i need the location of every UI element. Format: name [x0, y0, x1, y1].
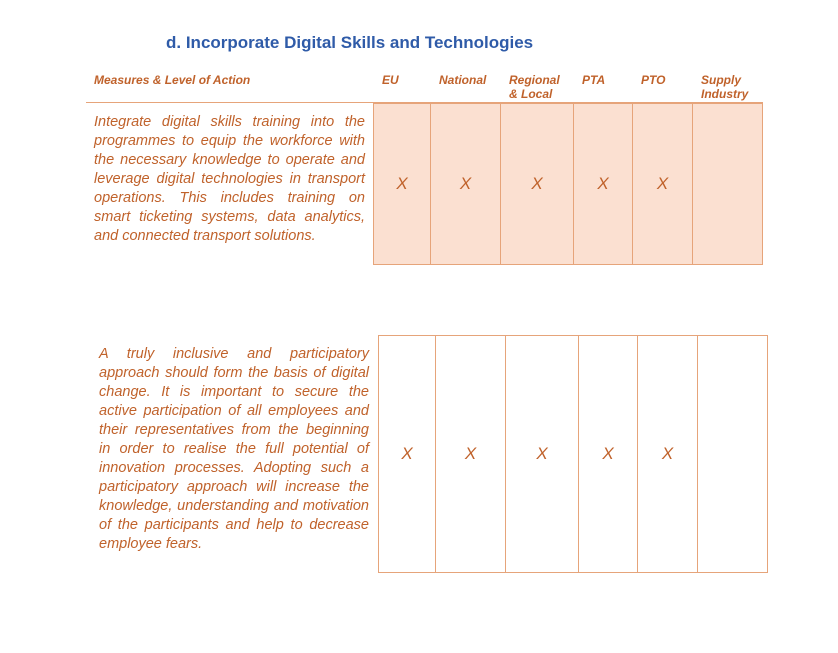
cell-pta: X: [578, 335, 638, 573]
header-regional-line1: Regional: [509, 73, 560, 87]
cell-regional: X: [505, 335, 579, 573]
header-pto: PTO: [641, 73, 666, 87]
cell-pto: X: [637, 335, 698, 573]
cell-national: X: [435, 335, 506, 573]
header-pta: PTA: [582, 73, 606, 87]
cell-pta: X: [573, 103, 633, 265]
cell-supply-industry: [697, 335, 768, 573]
header-regional: [509, 73, 560, 101]
header-supply-line2: Industry: [701, 87, 749, 101]
cell-supply-industry: [692, 103, 763, 265]
cell-pto: X: [632, 103, 693, 265]
header-eu: EU: [382, 73, 399, 87]
cell-regional: X: [500, 103, 574, 265]
header-supply-line1: Supply: [701, 73, 742, 87]
row-description: A truly inclusive and participatory approach should form the basis of digital change. It is important to secure the active participation of all employees and their representatives from the beginning in order to realise the full potential of innovation processes. Adopting such a participatory approach will increase the knowledge, understanding and motivation of the participants and help to decrease employee fears.: [99, 346, 369, 552]
header-national: National: [439, 73, 487, 87]
cell-eu: X: [373, 103, 431, 265]
cell-national: X: [430, 103, 501, 265]
header-regional-line2: & Local: [509, 87, 553, 101]
row-description: Integrate digital skills training into the programmes to equip the workforce with the necessary knowledge to operate and leverage digital technologies in transport operations. This includes training on smart ticketing systems, data analytics, and connected transport solutions.: [94, 114, 365, 244]
header-supply-industry: [701, 73, 748, 101]
header-measures: Measures & Level of Action: [94, 73, 251, 87]
section-title: d. Incorporate Digital Skills and Technologies: [166, 33, 534, 52]
cell-eu: X: [378, 335, 436, 573]
